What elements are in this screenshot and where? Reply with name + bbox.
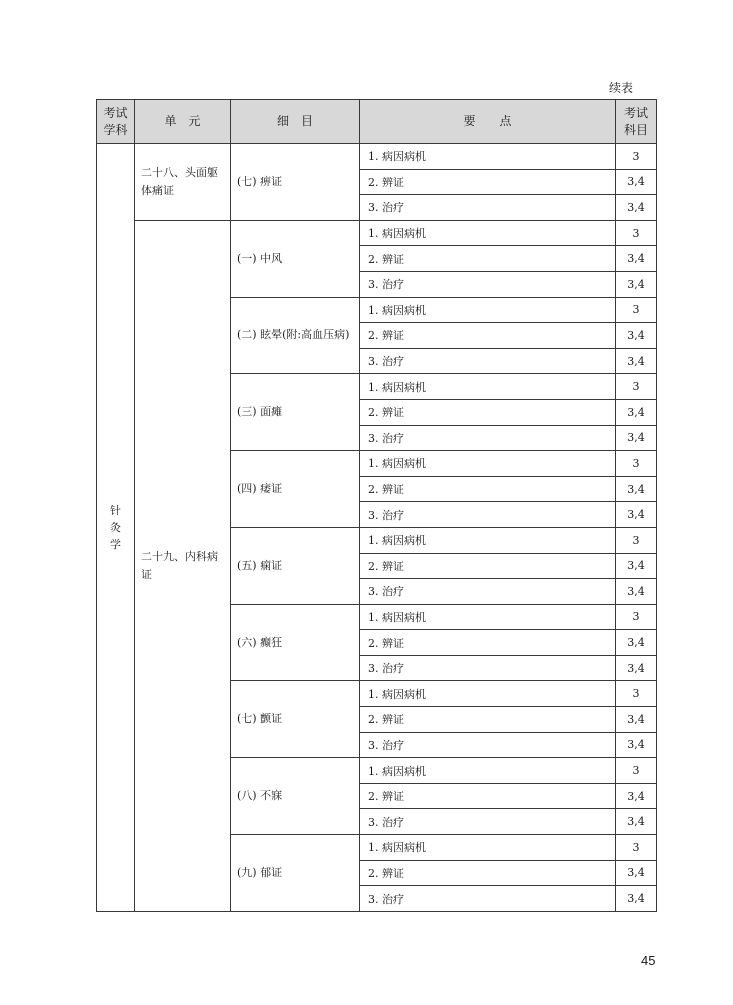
point-cell: 2. 辨证 <box>360 169 616 195</box>
header-points: 要 点 <box>360 100 616 144</box>
point-cell: 3. 治疗 <box>360 348 616 374</box>
point-cell: 2. 辨证 <box>360 476 616 502</box>
header-subject: 考试学科 <box>97 100 135 144</box>
point-cell: 1. 病因病机 <box>360 681 616 707</box>
exam-cell: 3,4 <box>616 399 657 425</box>
exam-cell: 3,4 <box>616 732 657 758</box>
header-item: 细 目 <box>231 100 360 144</box>
point-cell: 1. 病因病机 <box>360 297 616 323</box>
point-cell: 2. 辨证 <box>360 553 616 579</box>
header-row <box>97 100 657 144</box>
point-cell: 3. 治疗 <box>360 655 616 681</box>
syllabus-table <box>96 99 657 912</box>
point-cell: 1. 病因病机 <box>360 374 616 400</box>
unit-cell: 二十九、内科病证 <box>135 220 231 911</box>
item-cell: (四) 痿证 <box>231 451 360 528</box>
page-number: 45 <box>641 953 656 968</box>
point-cell: 3. 治疗 <box>360 502 616 528</box>
point-cell: 1. 病因病机 <box>360 451 616 477</box>
exam-cell: 3,4 <box>616 169 657 195</box>
point-cell: 2. 辨证 <box>360 783 616 809</box>
point-cell: 1. 病因病机 <box>360 604 616 630</box>
exam-cell: 3 <box>616 604 657 630</box>
exam-cell: 3,4 <box>616 707 657 733</box>
point-cell: 1. 病因病机 <box>360 220 616 246</box>
exam-cell: 3,4 <box>616 246 657 272</box>
point-cell: 2. 辨证 <box>360 399 616 425</box>
point-cell: 2. 辨证 <box>360 323 616 349</box>
point-cell: 2. 辨证 <box>360 246 616 272</box>
exam-cell: 3 <box>616 681 657 707</box>
point-cell: 3. 治疗 <box>360 425 616 451</box>
exam-cell: 3 <box>616 374 657 400</box>
exam-cell: 3 <box>616 220 657 246</box>
exam-cell: 3,4 <box>616 809 657 835</box>
item-cell: (六) 癫狂 <box>231 604 360 681</box>
header-exam: 考试科目 <box>616 100 657 144</box>
subject-cell <box>97 144 135 912</box>
exam-cell: 3,4 <box>616 348 657 374</box>
item-cell: (九) 郁证 <box>231 835 360 912</box>
point-cell: 3. 治疗 <box>360 271 616 297</box>
item-cell: (八) 不寐 <box>231 758 360 835</box>
header-unit: 单 元 <box>135 100 231 144</box>
point-cell: 2. 辨证 <box>360 860 616 886</box>
exam-cell: 3,4 <box>616 579 657 605</box>
table-body <box>97 144 657 912</box>
point-cell: 1. 病因病机 <box>360 758 616 784</box>
exam-cell: 3,4 <box>616 271 657 297</box>
continued-label: 续表 <box>609 81 634 95</box>
point-cell: 1. 病因病机 <box>360 527 616 553</box>
exam-cell: 3,4 <box>616 476 657 502</box>
exam-cell: 3 <box>616 144 657 170</box>
item-cell: (三) 面瘫 <box>231 374 360 451</box>
exam-cell: 3 <box>616 758 657 784</box>
point-cell: 1. 病因病机 <box>360 144 616 170</box>
exam-cell: 3,4 <box>616 195 657 221</box>
exam-cell: 3,4 <box>616 323 657 349</box>
item-cell: (七) 颤证 <box>231 681 360 758</box>
table-row <box>97 144 657 170</box>
exam-cell: 3 <box>616 451 657 477</box>
item-cell: (七) 痹证 <box>231 144 360 221</box>
exam-cell: 3,4 <box>616 655 657 681</box>
exam-cell: 3,4 <box>616 886 657 912</box>
exam-cell: 3 <box>616 297 657 323</box>
subject-label: 针灸学 <box>110 503 121 551</box>
point-cell: 3. 治疗 <box>360 195 616 221</box>
point-cell: 1. 病因病机 <box>360 835 616 861</box>
item-cell: (二) 眩晕(附:高血压病) <box>231 297 360 374</box>
exam-cell: 3 <box>616 527 657 553</box>
exam-cell: 3,4 <box>616 630 657 656</box>
point-cell: 2. 辨证 <box>360 630 616 656</box>
unit-cell: 二十八、头面躯体痛证 <box>135 144 231 221</box>
item-cell: (五) 痫证 <box>231 527 360 604</box>
point-cell: 3. 治疗 <box>360 886 616 912</box>
point-cell: 3. 治疗 <box>360 809 616 835</box>
exam-cell: 3 <box>616 835 657 861</box>
table-row <box>97 220 657 246</box>
item-cell: (一) 中风 <box>231 220 360 297</box>
exam-cell: 3,4 <box>616 502 657 528</box>
point-cell: 3. 治疗 <box>360 732 616 758</box>
point-cell: 2. 辨证 <box>360 707 616 733</box>
point-cell: 3. 治疗 <box>360 579 616 605</box>
exam-cell: 3,4 <box>616 860 657 886</box>
exam-cell: 3,4 <box>616 783 657 809</box>
exam-cell: 3,4 <box>616 425 657 451</box>
exam-cell: 3,4 <box>616 553 657 579</box>
